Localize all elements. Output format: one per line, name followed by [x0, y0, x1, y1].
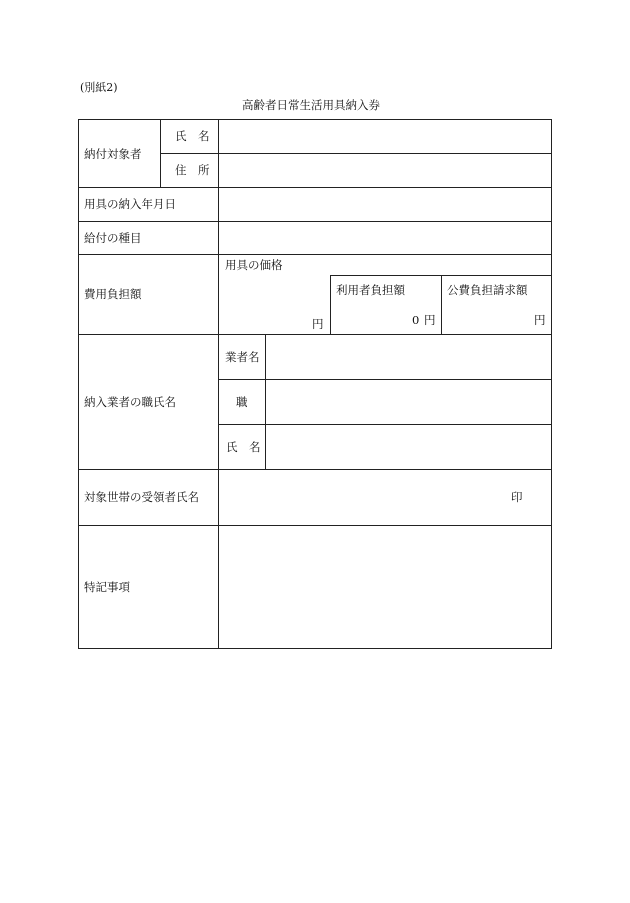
supplier-company-field [266, 335, 551, 379]
table-line [330, 275, 331, 334]
user-share-unit: 円 [424, 313, 436, 327]
recipient-address-label: 住 所 [175, 163, 210, 177]
delivery-date-label: 用具の納入年月日 [84, 197, 176, 211]
document-title: 高齢者日常生活用具納入券 [242, 98, 380, 112]
public-claim-unit: 円 [534, 313, 546, 327]
benefit-item-label: 給付の種目 [84, 231, 142, 245]
recipient-label: 納付対象者 [84, 147, 142, 161]
supplier-name-field [266, 425, 551, 469]
supplier-position-label: 職 [236, 395, 248, 409]
remarks-label: 特記事項 [84, 580, 130, 594]
supplier-position-field [266, 380, 551, 424]
annex-label: (別紙2) [80, 81, 118, 94]
supplier-label: 納入業者の職氏名 [84, 395, 176, 409]
supplier-name-label: 氏 名 [226, 440, 261, 454]
user-share-value: 0 [412, 313, 420, 327]
price-unit: 円 [312, 317, 324, 331]
delivery-date-field [219, 188, 551, 221]
table-border-right [551, 119, 552, 649]
recipient-name-label: 氏 名 [175, 129, 210, 143]
receiver-name-field [219, 470, 551, 525]
table-line [78, 254, 552, 255]
table-border-left [78, 119, 79, 649]
recipient-address-field [219, 154, 551, 187]
remarks-field [219, 526, 551, 648]
supplier-company-label: 業者名 [225, 350, 260, 364]
public-claim-label: 公費負担請求額 [447, 283, 528, 297]
table-line [160, 119, 161, 187]
table-border-bottom [78, 648, 552, 649]
cost-label: 費用負担額 [84, 287, 142, 301]
price-label: 用具の価格 [225, 258, 283, 272]
benefit-item-field [219, 222, 551, 254]
receiver-label: 対象世帯の受領者氏名 [84, 490, 199, 504]
user-share-label: 利用者負担額 [336, 283, 405, 297]
table-line [441, 275, 442, 334]
recipient-name-field [219, 120, 551, 153]
seal-mark: 印 [511, 490, 523, 504]
